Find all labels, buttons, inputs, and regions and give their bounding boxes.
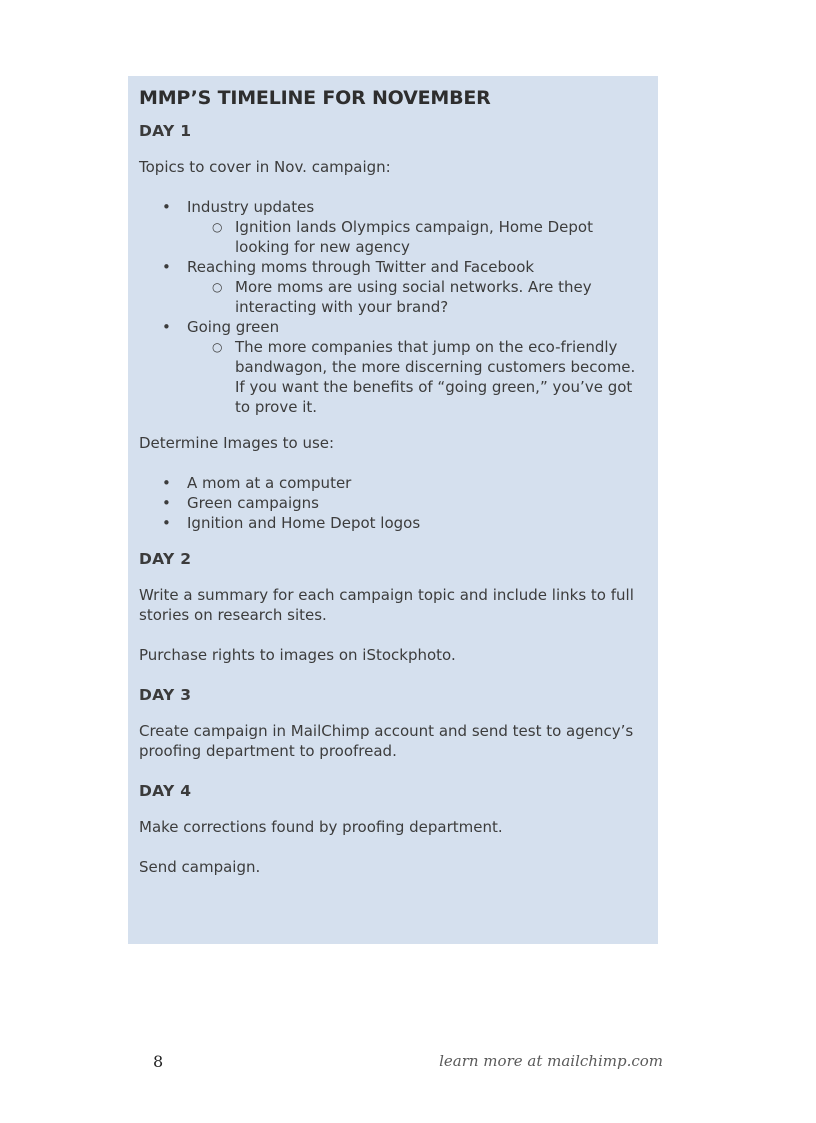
day-2-purchase: Purchase rights to images on iStockphoto. xyxy=(139,646,456,664)
day-1-heading: DAY 1 xyxy=(139,122,192,140)
bullet-icon: • xyxy=(162,258,171,276)
topic-label: Reaching moms through Twitter and Facebook xyxy=(187,258,535,276)
images-list xyxy=(139,473,648,533)
day-1-intro: Topics to cover in Nov. campaign: xyxy=(139,158,391,176)
list-item xyxy=(139,317,648,417)
topic-detail: Ignition lands Olympics campaign, Home Depot looking for new agency xyxy=(235,218,593,256)
bullet-icon: • xyxy=(162,474,171,492)
circle-bullet-icon: ○ xyxy=(212,220,223,234)
list-item xyxy=(139,197,648,257)
topic-label: Going green xyxy=(187,318,280,336)
day-2-summary: Write a summary for each campaign topic and include links to full stories on research sites. xyxy=(139,586,634,624)
sub-list xyxy=(187,217,648,257)
list-item xyxy=(139,473,648,493)
bullet-icon: • xyxy=(162,494,171,512)
list-item xyxy=(139,493,648,513)
image-item: Green campaigns xyxy=(187,494,319,512)
page-number: 8 xyxy=(153,1052,164,1071)
bullet-icon: • xyxy=(162,198,171,216)
sub-list-item xyxy=(187,277,648,317)
list-item xyxy=(139,257,648,317)
topic-label: Industry updates xyxy=(187,198,315,216)
day-4-heading: DAY 4 xyxy=(139,782,192,800)
image-item: Ignition and Home Depot logos xyxy=(187,514,421,532)
sub-list xyxy=(187,337,648,417)
page-title: MMP’S TIMELINE FOR NOVEMBER xyxy=(139,87,491,109)
topics-list xyxy=(139,197,648,417)
bullet-icon: • xyxy=(162,514,171,532)
circle-bullet-icon: ○ xyxy=(212,340,223,354)
topic-detail: The more companies that jump on the eco-friendly bandwagon, the more discerning customers become. If you want the benefits of “going green,” you’ve got to prove it. xyxy=(235,338,636,416)
timeline-panel xyxy=(128,76,658,944)
image-item: A mom at a computer xyxy=(187,474,352,492)
day-4-corrections: Make corrections found by proofing department. xyxy=(139,818,503,836)
bullet-icon: • xyxy=(162,318,171,336)
footer-link[interactable]: learn more at mailchimp.com xyxy=(439,1052,663,1070)
day-4-send: Send campaign. xyxy=(139,858,261,876)
sub-list-item xyxy=(187,217,648,257)
day-3-create: Create campaign in MailChimp account and send test to agency’s proofing department to proofread. xyxy=(139,722,634,760)
circle-bullet-icon: ○ xyxy=(212,280,223,294)
sub-list xyxy=(187,277,648,317)
day-2-heading: DAY 2 xyxy=(139,550,192,568)
sub-list-item xyxy=(187,337,648,417)
day-3-heading: DAY 3 xyxy=(139,686,192,704)
images-intro: Determine Images to use: xyxy=(139,434,335,452)
topic-detail: More moms are using social networks. Are they interacting with your brand? xyxy=(235,278,592,316)
list-item xyxy=(139,513,648,533)
